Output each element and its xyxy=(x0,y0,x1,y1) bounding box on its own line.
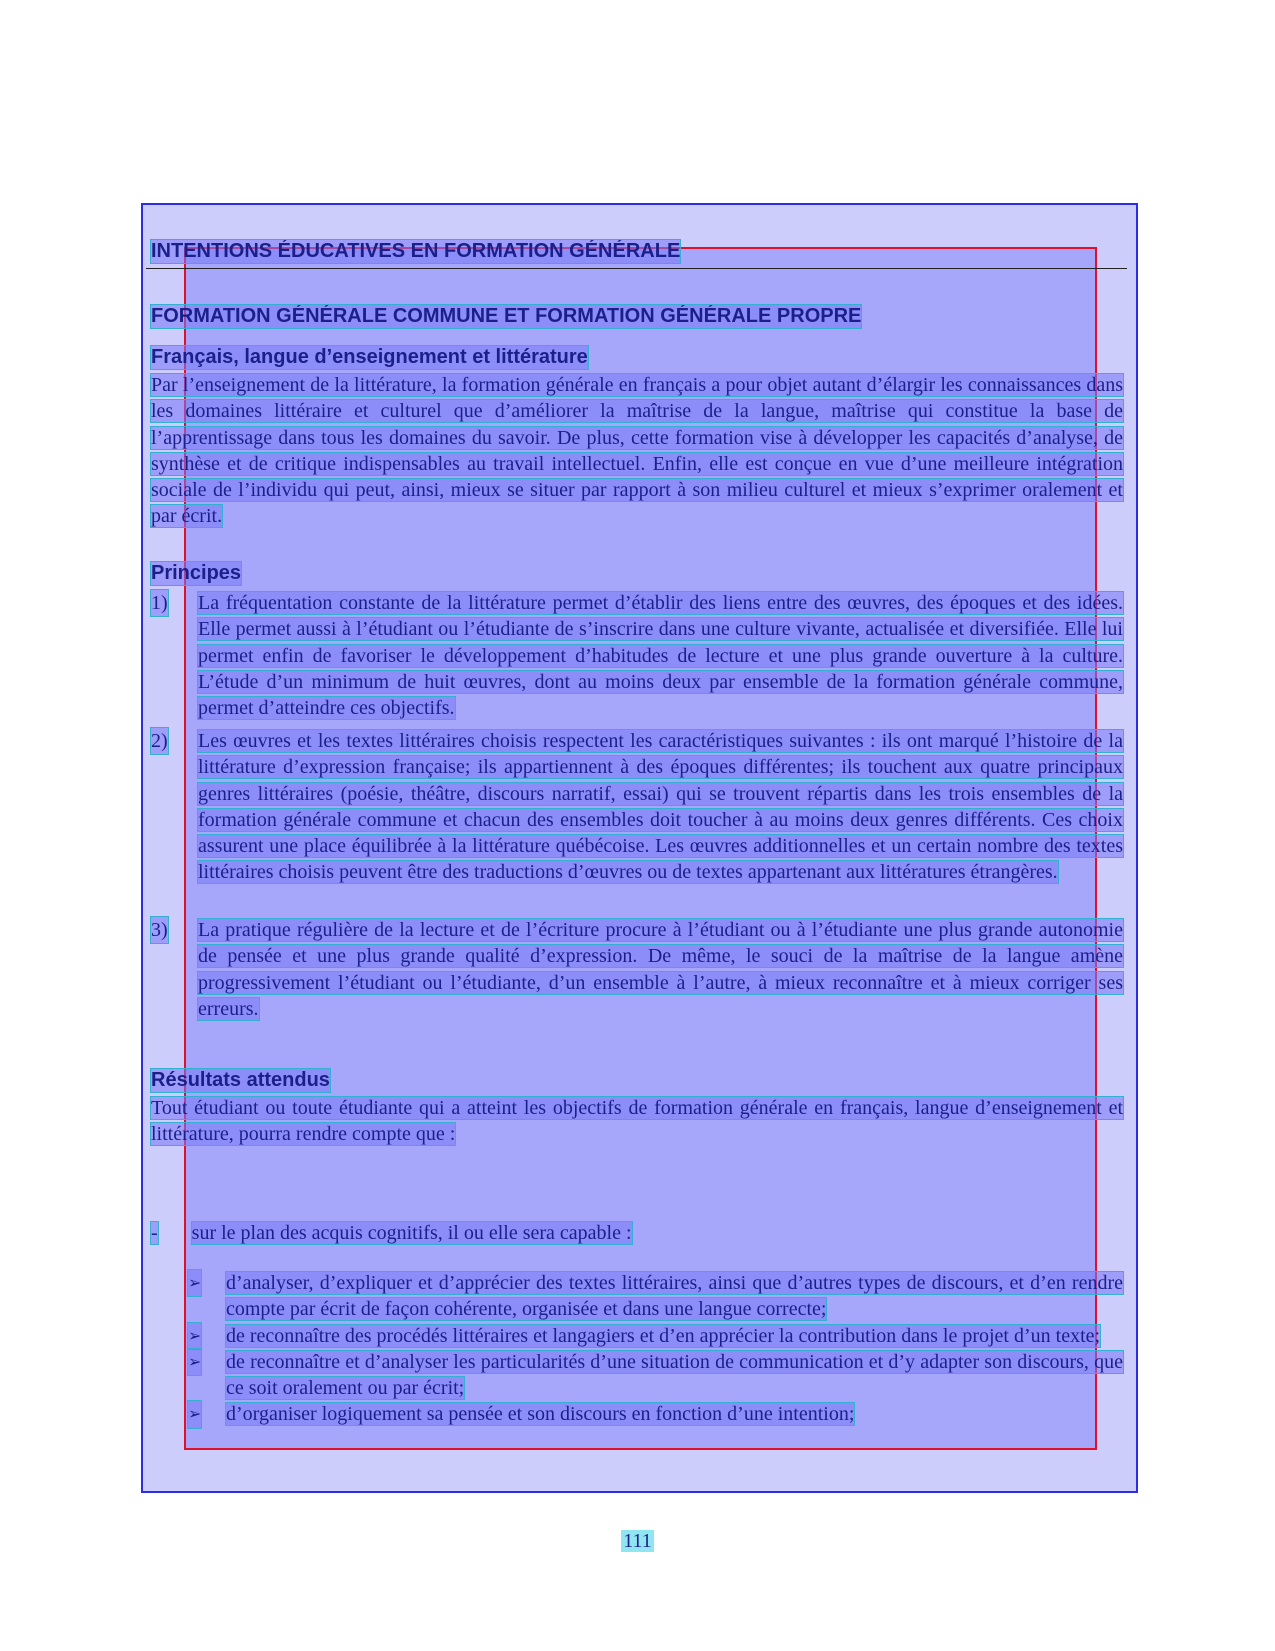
principle-text: La fréquentation constante de la littérature permet d’établir des liens entre des œuvres, des époques et des idées. Elle permet aussi à l’étudiant ou l’étudiante de s’inscrire dans une culture vivante, actualisée et diversifiée. Elle lui permet enfin de favoriser le développement d’habitudes de lecture et une plus grande ouverture à la culture. L’étude d’un minimum de huit œuvres, dont au moins deux par ensemble de la formation générale commune, permet d’atteindre ces objectifs. xyxy=(198,592,1123,720)
arrow-bullet-icon: ➢ xyxy=(188,1349,201,1375)
outcomes-list xyxy=(188,1270,1123,1428)
principle-number: 1) xyxy=(151,590,168,616)
intro-text: Par l’enseignement de la littérature, la formation générale en français a pour objet autant d’élargir les connaissances dans les domaines littéraire et culturel que d’améliorer la maîtrise de la langue, maîtrise qui constitue la base de l’apprentissage dans tous les domaines du savoir. De plus, cette formation vise à développer les capacités d’analyse, de synthèse et de critique indispensables au travail intellectuel. Enfin, elle est conçue en vue d’une meilleure intégration sociale de l’individu qui peut, ainsi, mieux se situer par rapport à son milieu culturel et mieux s’exprimer oralement et par écrit. xyxy=(151,374,1123,528)
page-title: INTENTIONS ÉDUCATIVES EN FORMATION GÉNÉRALE xyxy=(151,240,681,262)
principle-item xyxy=(151,728,1123,886)
results-intro-paragraph xyxy=(151,1095,1123,1148)
arrow-bullet-icon: ➢ xyxy=(188,1323,201,1349)
section-heading-principles: Principes xyxy=(151,562,242,584)
outcome-item xyxy=(188,1270,1123,1323)
outcome-text: d’organiser logiquement sa pensée et son discours en fonction d’une intention; xyxy=(226,1403,855,1426)
arrow-bullet-icon: ➢ xyxy=(188,1270,201,1296)
page-number-text: 111 xyxy=(623,1530,652,1552)
results-intro-text: Tout étudiant ou toute étudiante qui a atteint les objectifs de formation générale en français, langue d’enseignement et littérature, pourra rendre compte que : xyxy=(151,1097,1123,1146)
principle-number: 2) xyxy=(151,728,168,754)
cognitive-list-item xyxy=(151,1220,632,1246)
principle-text: Les œuvres et les textes littéraires choisis respectent les caractéristiques suivantes : ils ont marqué l’histoire de la littérature d’expression française; ils appartiennent à des époques différentes; ils touchent aux quatre principaux genres littéraires (poésie, théâtre, discours narratif, essai) qui se trouvent répartis dans les trois ensembles de la formation générale commune et chacun des ensembles doit toucher à au moins deux genres différents. Ces choix assurent une place équilibrée à la littérature québécoise. Les œuvres additionnelles et un certain nombre des textes littéraires choisis peuvent être des traductions d’œuvres ou de textes appartenant aux littératures étrangères. xyxy=(198,730,1123,884)
outcome-item xyxy=(188,1349,1123,1402)
outcome-text: d’analyser, d’expliquer et d’apprécier des textes littéraires, ainsi que d’autres types de discours, et d’en rendre compte par écrit de façon cohérente, organisée et dans une langue correcte; xyxy=(226,1272,1123,1321)
outcome-text: de reconnaître et d’analyser les particularités d’une situation de communication et d’y adapter son discours, que ce soit oralement ou par écrit; xyxy=(226,1350,1123,1400)
outcome-item xyxy=(188,1401,1123,1427)
page-subtitle: FORMATION GÉNÉRALE COMMUNE ET FORMATION GÉNÉRALE PROPRE xyxy=(151,305,862,327)
outcome-item xyxy=(188,1323,1123,1349)
principle-item xyxy=(151,590,1123,721)
intro-paragraph xyxy=(151,372,1123,530)
cognitive-heading-text: sur le plan des acquis cognitifs, il ou elle sera capable : xyxy=(191,1222,632,1244)
section-heading-french: Français, langue d’enseignement et littérature xyxy=(151,346,588,368)
principle-number: 3) xyxy=(151,917,168,943)
title-divider xyxy=(146,268,1127,269)
dash-bullet: - xyxy=(151,1222,158,1244)
principle-item xyxy=(151,917,1123,1022)
section-heading-results: Résultats attendus xyxy=(151,1069,330,1091)
principle-text: La pratique régulière de la lecture et de l’écriture procure à l’étudiant ou à l’étudiante une plus grande autonomie de pensée et une plus grande qualité d’expression. De même, le souci de la maîtrise de la langue amène progressivement l’étudiant ou l’étudiante, d’un ensemble à l’autre, à mieux reconnaître et à mieux corriger ses erreurs. xyxy=(198,919,1123,1020)
page-number xyxy=(0,1530,1275,1553)
arrow-bullet-icon: ➢ xyxy=(188,1401,201,1427)
outcome-text: de reconnaître des procédés littéraires et langagiers et d’en apprécier la contribution dans le projet d’un texte; xyxy=(226,1324,1101,1347)
